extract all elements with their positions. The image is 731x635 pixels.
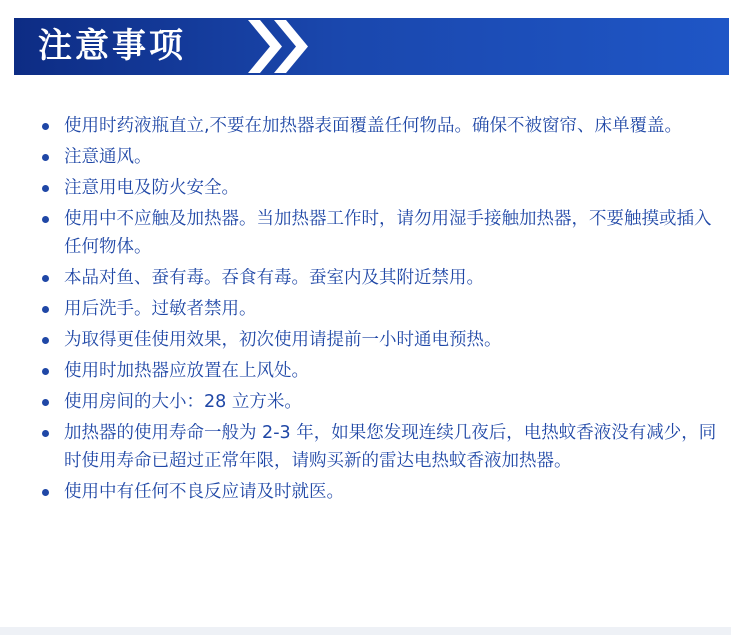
list-item-text: 使用房间的大小：28 立方米。: [64, 392, 302, 412]
list-item: [40, 205, 720, 261]
list-item-text: 为取得更佳使用效果，初次使用请提前一小时通电预热。: [64, 330, 502, 350]
bullet-dot: [42, 275, 49, 282]
list-item-text: 本品对鱼、蚕有毒。吞食有毒。蚕室内及其附近禁用。: [64, 268, 484, 288]
bullet-dot: [42, 489, 49, 496]
list-item: [40, 419, 720, 475]
list-item-text: 使用时药液瓶直立,不要在加热器表面覆盖任何物品。确保不被窗帘、床单覆盖。: [64, 116, 683, 136]
list-item-text: 注意通风。: [64, 147, 152, 167]
bullet-dot: [42, 154, 49, 161]
double-chevron-right-icon: [248, 20, 312, 73]
list-item: [40, 112, 720, 140]
bullet-dot: [42, 306, 49, 313]
list-item: [40, 326, 720, 354]
list-item-text: 使用中有任何不良反应请及时就医。: [64, 482, 344, 502]
bullet-dot: [42, 216, 49, 223]
notice-list: [40, 112, 720, 509]
footer-band: [0, 627, 731, 635]
list-item: [40, 264, 720, 292]
list-item-text: 加热器的使用寿命一般为 2-3 年，如果您发现连续几夜后，电热蚊香液没有减少，同时使用寿命已超过正常年限，请购买新的雷达电热蚊香液加热器。: [64, 423, 717, 471]
list-item-text: 注意用电及防火安全。: [64, 178, 239, 198]
bullet-dot: [42, 399, 49, 406]
bullet-dot: [42, 185, 49, 192]
list-item: [40, 388, 720, 416]
bullet-dot: [42, 337, 49, 344]
list-item: [40, 143, 720, 171]
page-title: 注意事项: [38, 26, 186, 66]
list-item-text: 用后洗手。过敏者禁用。: [64, 299, 257, 319]
bullet-dot: [42, 430, 49, 437]
list-item-text: 使用中不应触及加热器。当加热器工作时，请勿用湿手接触加热器，不要触摸或插入任何物体。: [64, 209, 712, 257]
list-item-text: 使用时加热器应放置在上风处。: [64, 361, 309, 381]
list-item: [40, 174, 720, 202]
bullet-dot: [42, 123, 49, 130]
bullet-dot: [42, 368, 49, 375]
list-item: [40, 295, 720, 323]
notice-banner: [14, 18, 729, 75]
list-item: [40, 357, 720, 385]
list-item: [40, 478, 720, 506]
